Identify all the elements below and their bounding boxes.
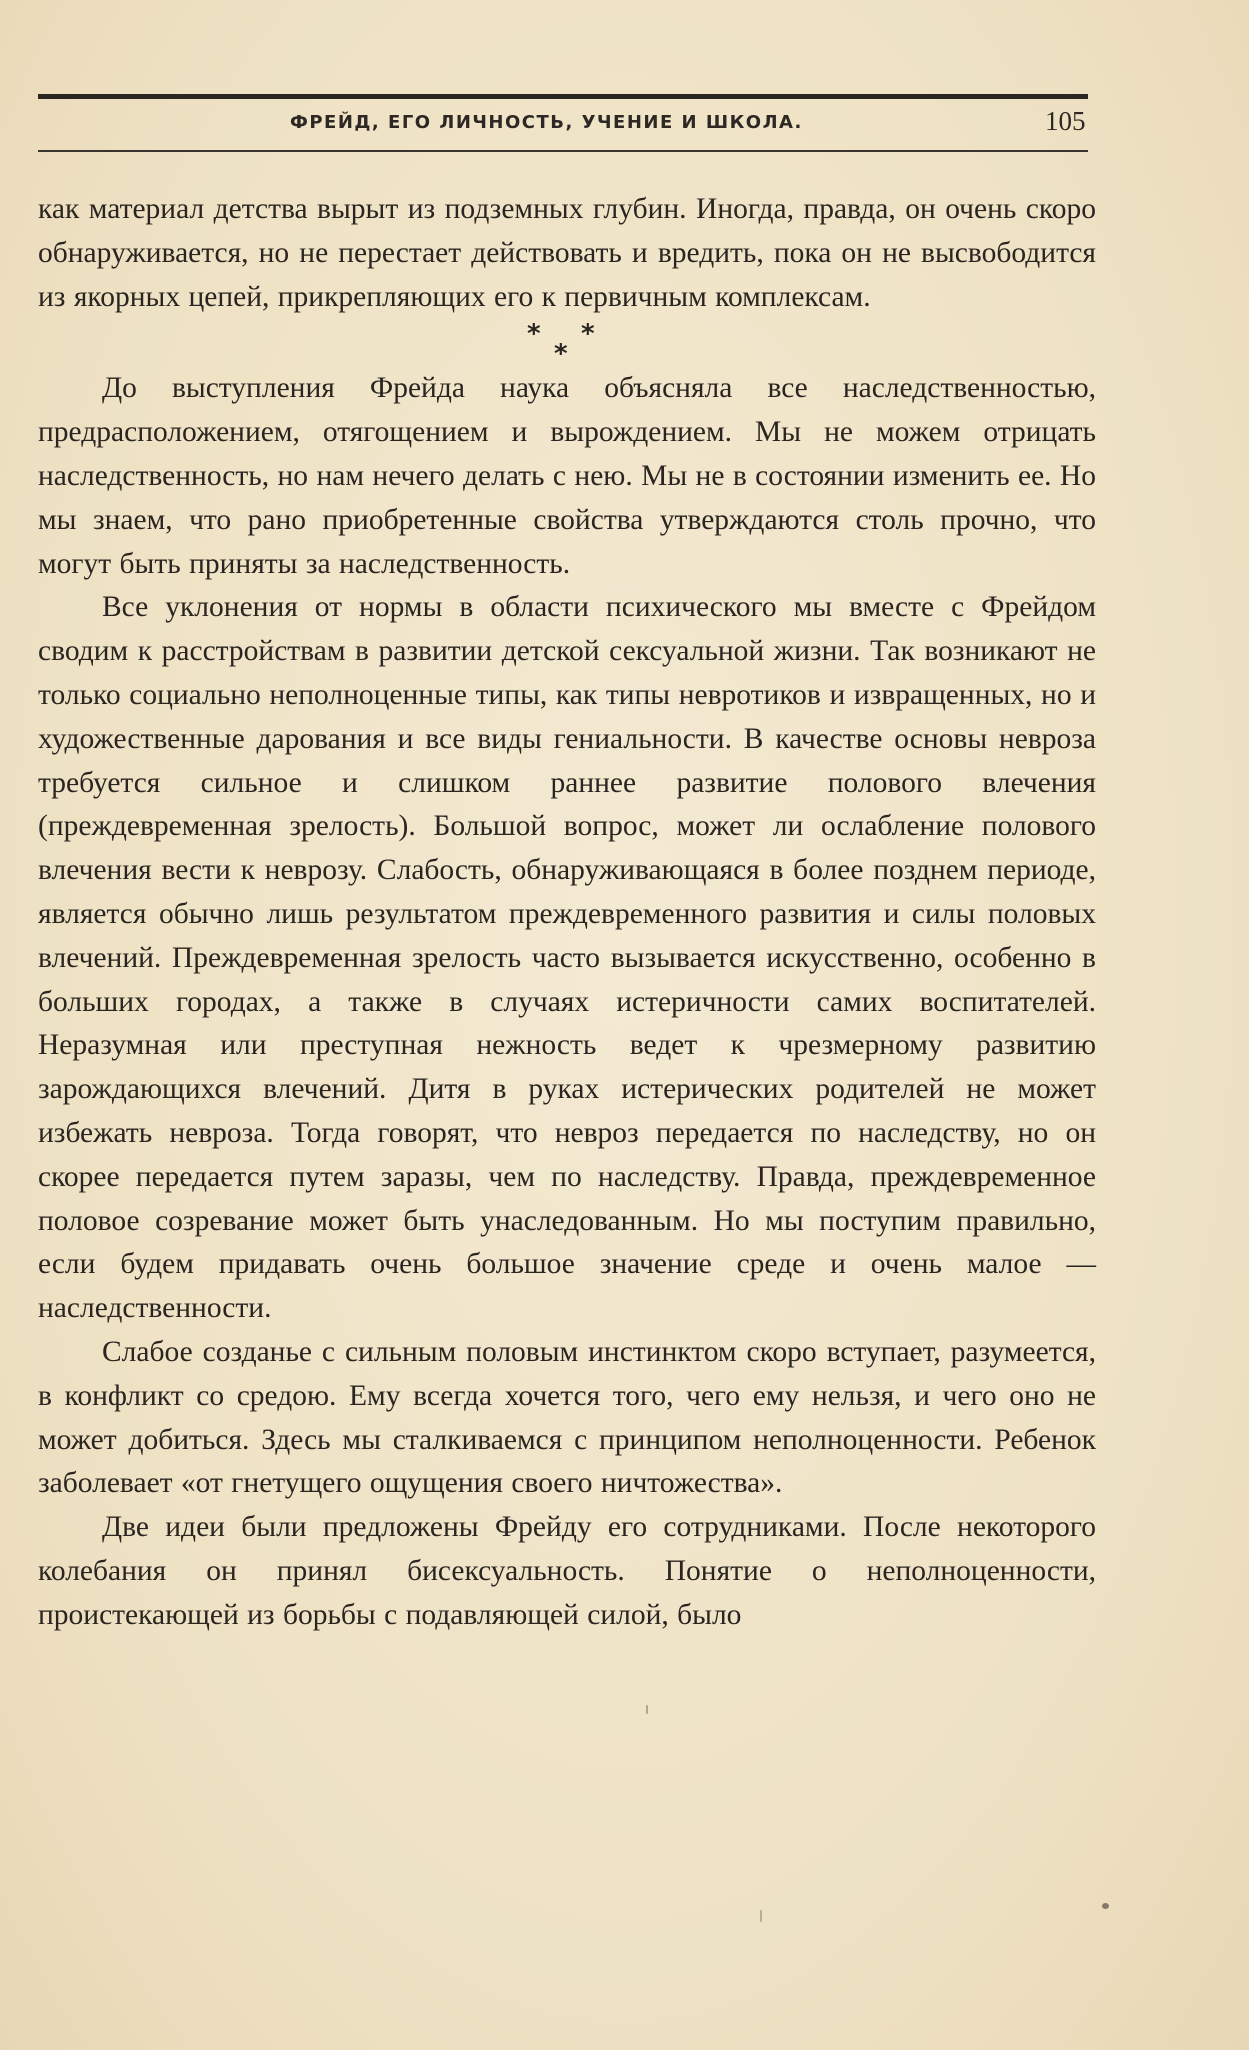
paragraph-continuation: как материал детства вырыт из подземных глубин. Иногда, правда, он очень скоро обнаруживается, но не перестает действовать и вредить, пока он не высвободится из якорных цепей, прикрепляющих его к первичным комплексам. — [38, 193, 1096, 313]
asterisk-icon: * — [527, 319, 541, 350]
asterisk-icon: * — [581, 319, 595, 350]
section-break-asterism — [38, 311, 1096, 370]
paper-speck — [1102, 1903, 1109, 1909]
page-number: 105 — [1045, 106, 1086, 136]
paragraph: Все уклонения от нормы в области психического мы вместе с Фрейдом сводим к расстройствам в развитии детской сексуальной жизни. Так возникают не только социально неполноценные типы, как типы невротиков и извращенных, но и художественные дарования и все виды гениальности. В качестве основы невроза требуется сильное и слишком раннее развитие полового влечения (преждевременная зрелость). Большой вопрос, может ли ослабление полового влечения вести к неврозу. Слабость, обнаруживающаяся в более позднем периоде, является обычно лишь результатом преждевременного развития и силы половых влечений. Преждевременная зрелость часто вызывается искусственно, особенно в больших городах, а также в случаях истеричности самих воспитателей. Неразумная или преступная нежность ведет к чрезмерному развитию зарождающихся влечений. Дитя в руках истерических родителей не может избежать невроза. Тогда говорят, что невроз передается по наследству, но он скорее передается путем заразы, чем по наследству. Правда, преждевременное половое созревание может быть унаследованным. Но мы поступим правильно, если будем придавать очень большое значение среде и очень малое — наследственности. — [38, 591, 1096, 1325]
asterisk-icon: * — [554, 339, 568, 370]
paragraph: Слабое созданье с сильным половым инстинктом скоро вступает, разумеется, в конфликт со средою. Ему всегда хочется того, чего ему нельзя, и чего оно не может добиться. Здесь мы сталкиваемся с принципом неполноценности. Ребенок заболевает «от гнетущего ощущения своего ничтожества». — [38, 1335, 1096, 1500]
paragraph: До выступления Фрейда наука объясняла все наследственностью, предрасположением, отягощением и вырождением. Мы не можем отрицать наследственность, но нам нечего делать с нею. Мы не в состоянии изменить ее. Но мы знаем, что рано приобретенные свойства утверждаются столь прочно, что могут быть приняты за наследственность. — [38, 372, 1096, 580]
paper-speck — [760, 1910, 762, 1922]
body-text — [38, 188, 1096, 1638]
paragraph: Две идеи были предложены Фрейду его сотрудниками. После некоторого колебания он принял бисексуальность. Понятие о неполноценности, проистекающей из борьбы с подавляющей силой, было — [38, 1511, 1096, 1631]
running-head: ФРЕЙД, ЕГО ЛИЧНОСТЬ, УЧЕНИЕ И ШКОЛА. — [290, 112, 803, 133]
header-rule-top — [38, 94, 1088, 99]
paper-speck — [646, 1705, 648, 1714]
header-rule-bottom — [38, 150, 1088, 152]
